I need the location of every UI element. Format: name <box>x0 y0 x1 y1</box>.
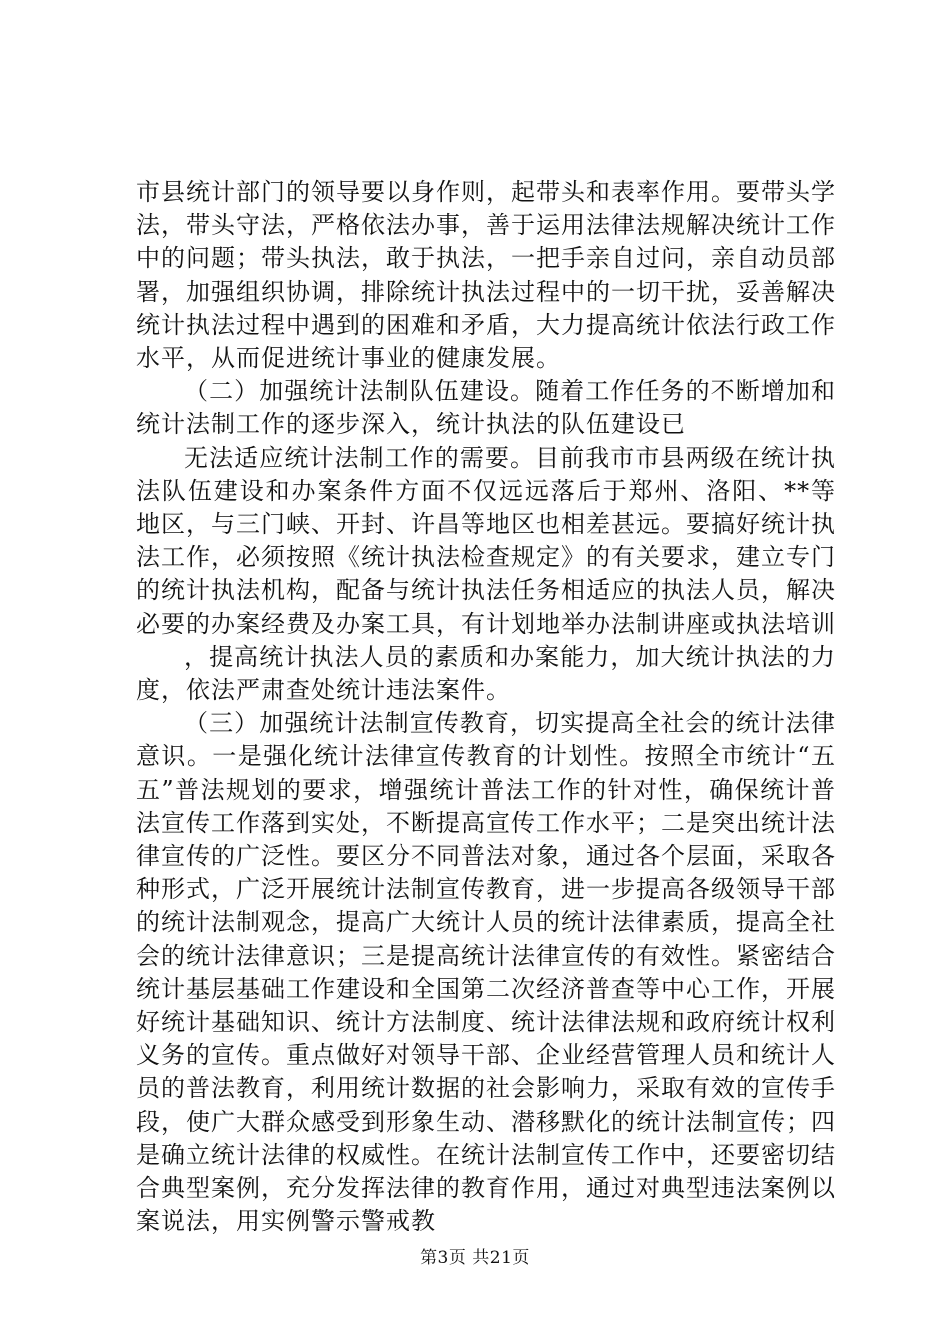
paragraph-section-three: （三）加强统计法制宣传教育，切实提高全社会的统计法律意识。一是强化统计法律宣传教育的计划性。按照全市统计“五五”普法规划的要求，增强统计普法工作的针对性，确保统计普法宣传工作落到实处，不断提高宣传工作水平；二是突出统计法律宣传的广泛性。要区分不同普法对象，通过各个层面，采取各种形式，广泛开展统计法制宣传教育，进一步提高各级领导干部的统计法制观念，提高广大统计人员的统计法律素质，提高全社会的统计法律意识；三是提高统计法律宣传的有效性。紧密结合统计基层基础工作建设和全国第二次经济普查等中心工作，开展好统计基础知识、统计方法制度、统计法律法规和政府统计权利义务的宣传。重点做好对领导干部、企业经营管理人员和统计人员的普法教育，利用统计数据的社会影响力，采取有效的宣传手段，使广大群众感受到形象生动、潜移默化的统计法制宣传；四是确立统计法律的权威性。在统计法制宣传工作中，还要密切结合典型案例，充分发挥法律的教育作用，通过对典型违法案例以案说法，用实例警示警戒教 <box>136 709 836 1236</box>
document-body <box>136 176 836 1239</box>
paragraph-section-two-heading: （二）加强统计法制队伍建设。随着工作任务的不断增加和统计法制工作的逐步深入，统计执法的队伍建设已 <box>136 377 836 439</box>
paragraph-leadership: 市县统计部门的领导要以身作则，起带头和表率作用。要带头学法，带头守法，严格依法办事，善于运用法律法规解决统计工作中的问题；带头执法，敢于执法，一把手亲自过问，亲自动员部署，加强组织协调，排除统计执法过程中的一切干扰，妥善解决统计执法过程中遇到的困难和矛盾，大力提高统计依法行政工作水平，从而促进统计事业的健康发展。 <box>136 178 836 373</box>
page-number-label: 第3页 共21页 <box>420 1248 530 1268</box>
paragraph-section-two-continuation: ，提高统计执法人员的素质和办案能力，加大统计执法的力度，依法严肃查处统计违法案件。 <box>136 642 836 705</box>
paragraph-section-two-body: 无法适应统计法制工作的需要。目前我市市县两级在统计执法队伍建设和办案条件方面不仅远远落后于郑州、洛阳、**等地区，与三门峡、开封、许昌等地区也相差甚远。要搞好统计执法工作，必须按照《统计执法检查规定》的有关要求，建立专门的统计执法机构，配备与统计执法任务相适应的执法人员，解决必要的办案经费及办案工具，有计划地举办法制讲座或执法培训 <box>136 443 836 638</box>
page-footer <box>0 1243 950 1268</box>
